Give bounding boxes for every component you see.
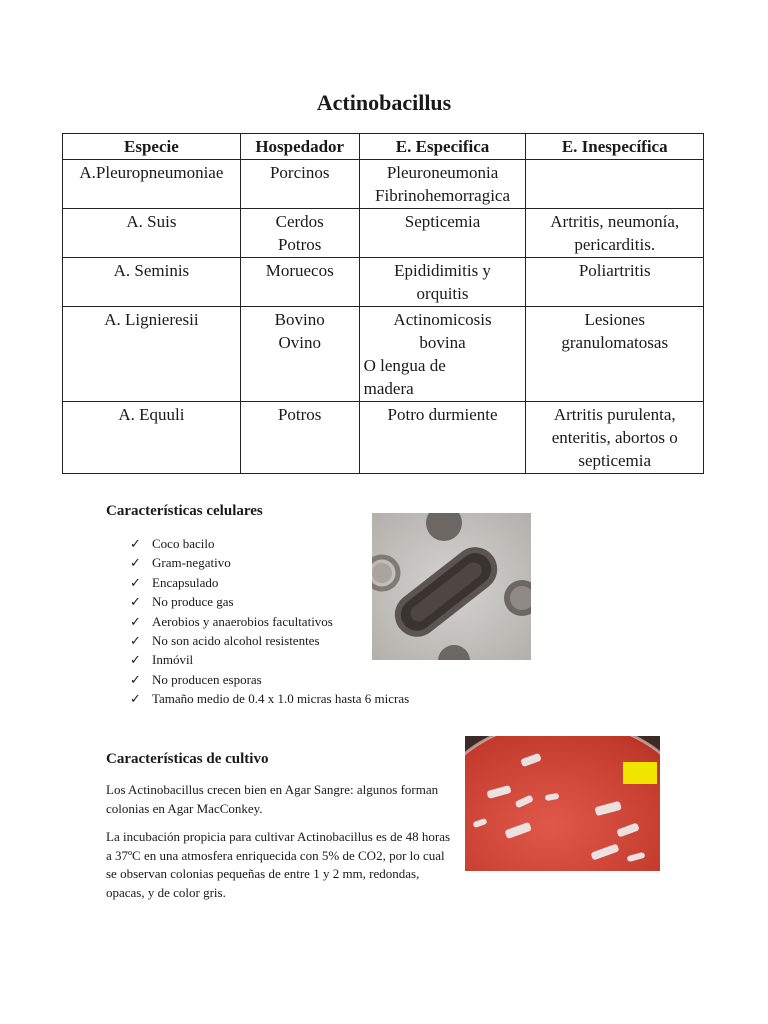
list-item bbox=[130, 573, 409, 592]
cell-hospedador bbox=[240, 402, 359, 474]
page-title: Actinobacillus bbox=[316, 90, 452, 115]
cell-line: granulomatosas bbox=[561, 333, 669, 352]
cell-especifica bbox=[359, 209, 526, 258]
cell-line: Septicemia bbox=[404, 212, 481, 231]
cell-inespecifica bbox=[526, 258, 704, 307]
cell-line: Fibrinohemorragica bbox=[375, 186, 511, 205]
cell-hospedador bbox=[240, 258, 359, 307]
cell-line: pericarditis. bbox=[574, 235, 656, 254]
cell-line: Epididimitis y bbox=[394, 261, 491, 280]
list-item bbox=[130, 553, 409, 572]
check-icon: ✓ bbox=[130, 613, 141, 629]
header-hospedador: Hospedador bbox=[240, 134, 359, 160]
cell-line: O lengua de bbox=[363, 356, 446, 375]
table-row bbox=[63, 209, 704, 258]
cell-line: Potros bbox=[277, 405, 322, 424]
culture-heading: Características de cultivo bbox=[106, 751, 269, 767]
header-especie: Especie bbox=[63, 134, 241, 160]
cell-inespecifica bbox=[526, 307, 704, 402]
cell-hospedador bbox=[240, 307, 359, 402]
list-item-text: No produce gas bbox=[152, 594, 234, 610]
cell-especie: A. Equuli bbox=[63, 402, 241, 474]
cell-line: Moruecos bbox=[265, 261, 334, 280]
cell-line: bovina bbox=[419, 333, 466, 352]
cell-especie: A.Pleuropneumoniae bbox=[63, 160, 241, 209]
cell-especifica bbox=[359, 160, 526, 209]
table-row bbox=[63, 307, 704, 402]
cell-especifica bbox=[359, 402, 526, 474]
list-item-text: Aerobios y anaerobios facultativos bbox=[152, 613, 333, 629]
list-item-text: Tamaño medio de 0.4 x 1.0 micras hasta 6 micras bbox=[152, 691, 410, 707]
cell-line: Potros bbox=[277, 235, 322, 254]
header-inespecifica: E. Inespecífica bbox=[526, 134, 704, 160]
cell-especie: A. Seminis bbox=[63, 258, 241, 307]
cell-line: Pleuroneumonia bbox=[386, 163, 499, 182]
cell-line: Artritis, neumonía, bbox=[550, 212, 680, 231]
cell-line: enteritis, abortos o bbox=[551, 428, 678, 447]
check-icon: ✓ bbox=[130, 691, 141, 707]
check-icon: ✓ bbox=[130, 671, 141, 687]
cell-line: Bovino bbox=[274, 310, 325, 329]
list-item bbox=[130, 612, 409, 631]
micrograph-image bbox=[372, 513, 531, 660]
cell-line: Actinomicosis bbox=[393, 310, 492, 329]
check-icon: ✓ bbox=[130, 652, 141, 668]
cell-line: orquitis bbox=[416, 284, 469, 303]
cell-hospedador bbox=[240, 209, 359, 258]
cell-line: Ovino bbox=[278, 333, 321, 352]
cell-line: Porcinos bbox=[269, 163, 330, 182]
cell-line: Lesiones bbox=[584, 310, 645, 329]
cellular-list bbox=[130, 534, 409, 709]
cellular-heading: Características celulares bbox=[106, 503, 263, 519]
list-item bbox=[130, 670, 409, 689]
list-item bbox=[130, 534, 409, 553]
check-icon: ✓ bbox=[130, 555, 141, 571]
table-row bbox=[63, 258, 704, 307]
check-icon: ✓ bbox=[130, 536, 141, 551]
check-icon: ✓ bbox=[130, 574, 141, 590]
list-item bbox=[130, 650, 409, 669]
list-item-text: Gram-negativo bbox=[152, 555, 231, 571]
cell-inespecifica bbox=[526, 209, 704, 258]
table-row bbox=[63, 160, 704, 209]
cell-especie: A. Lignieresii bbox=[63, 307, 241, 402]
agar-plate-image bbox=[465, 736, 660, 871]
cell-line: madera bbox=[363, 379, 414, 398]
cell-hospedador bbox=[240, 160, 359, 209]
check-icon: ✓ bbox=[130, 594, 141, 610]
cell-especifica bbox=[359, 258, 526, 307]
list-item-text: Inmóvil bbox=[152, 652, 194, 668]
cell-especifica bbox=[359, 307, 526, 402]
table-header-row bbox=[63, 134, 704, 160]
list-item bbox=[130, 592, 409, 611]
cell-line: Cerdos bbox=[275, 212, 324, 231]
cell-line: septicemia bbox=[578, 451, 652, 470]
culture-paragraph-2: La incubación propicia para cultivar Actinobacillus es de 48 horas a 37ºC en una atmosfera enriquecida con 5% de CO2, por lo cual se observan colonias pequeñas de entre 1 y 2 mm, redondas, opacas, y de color gris. bbox=[106, 829, 451, 900]
table-row bbox=[63, 402, 704, 474]
cell-inespecifica bbox=[526, 402, 704, 474]
list-item-text: No son acido alcohol resistentes bbox=[152, 633, 320, 649]
check-icon: ✓ bbox=[130, 633, 141, 649]
list-item bbox=[130, 689, 409, 708]
cell-especie: A. Suis bbox=[63, 209, 241, 258]
list-item-text: Coco bacilo bbox=[152, 536, 215, 551]
list-item bbox=[130, 631, 409, 650]
list-item-text: No producen esporas bbox=[152, 671, 262, 687]
cell-line: Potro durmiente bbox=[387, 405, 498, 424]
cell-line: Poliartritis bbox=[578, 261, 651, 280]
species-table bbox=[62, 133, 704, 474]
list-item-text: Encapsulado bbox=[152, 574, 219, 590]
cell-line: Artritis purulenta, bbox=[553, 405, 676, 424]
culture-paragraph-1: Los Actinobacillus crecen bien en Agar Sangre: algunos forman colonias en Agar MacConkey. bbox=[106, 782, 439, 816]
header-especifica: E. Especifica bbox=[359, 134, 526, 160]
cell-inespecifica bbox=[526, 160, 704, 209]
